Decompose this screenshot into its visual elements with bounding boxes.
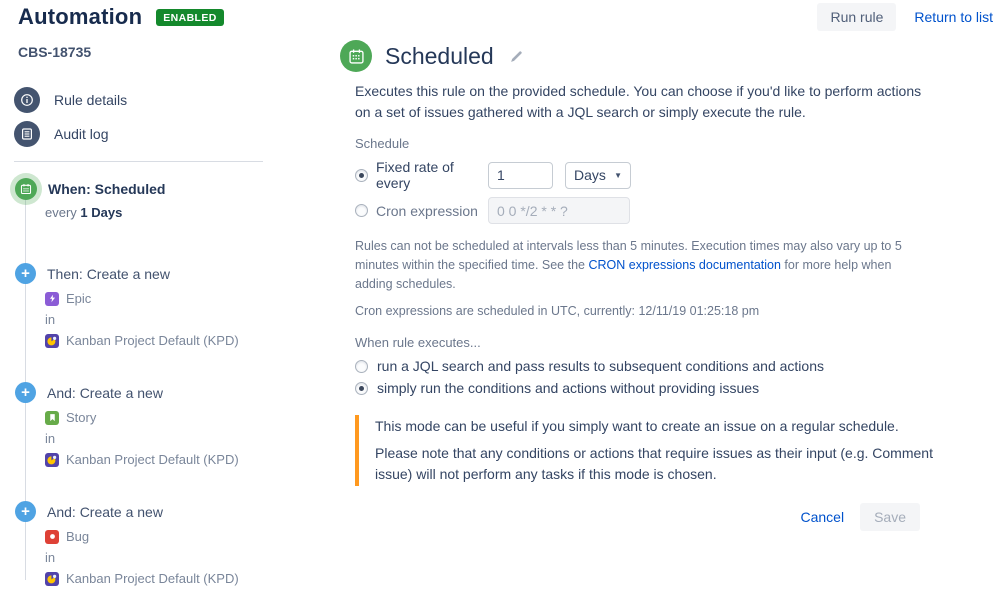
in-label: in [45, 431, 56, 446]
simple-option-label: simply run the conditions and actions without providing issues [377, 380, 760, 396]
sidebar [0, 0, 300, 588]
issue-type-label: Epic [66, 291, 92, 306]
add-action-icon: + [15, 501, 36, 522]
scheduled-trigger-icon [15, 178, 37, 200]
add-action-icon: + [15, 382, 36, 403]
executes-label: When rule executes... [355, 335, 481, 350]
sidebar-item-audit-log[interactable] [14, 121, 127, 147]
rule-key: CBS-18735 [18, 44, 92, 60]
cron-radio[interactable] [355, 204, 368, 217]
epic-icon [45, 292, 59, 306]
in-label: in [45, 550, 56, 565]
cron-input[interactable] [488, 197, 630, 224]
cron-docs-link[interactable]: CRON expressions documentation [588, 258, 781, 272]
sidebar-divider [14, 161, 263, 162]
form-buttons [355, 503, 920, 531]
add-action-icon: + [15, 263, 36, 284]
project-label: Kanban Project Default (KPD) [66, 452, 239, 467]
mode-warning-note [355, 415, 945, 486]
chain-item-title: And: Create a new [47, 385, 163, 401]
panel-title: Scheduled [385, 42, 494, 69]
interval-unit-value: Days [574, 167, 606, 183]
interval-unit-select[interactable] [565, 162, 631, 189]
sidebar-item-label: Audit log [54, 126, 109, 142]
save-button[interactable]: Save [860, 503, 920, 531]
title-row [18, 4, 224, 30]
chain-item-action-story[interactable] [12, 382, 272, 470]
project-avatar-icon [45, 334, 59, 348]
interval-input[interactable] [488, 162, 553, 189]
chain-item-action-bug[interactable] [12, 501, 272, 589]
story-icon [45, 411, 59, 425]
jql-option-label: run a JQL search and pass results to subsequent conditions and actions [377, 358, 824, 374]
project-avatar-icon [45, 572, 59, 586]
chain-item-title: Then: Create a new [47, 266, 170, 282]
issue-type-label: Bug [66, 529, 90, 544]
cancel-button[interactable]: Cancel [790, 503, 854, 531]
cron-label: Cron expression [376, 202, 478, 219]
panel-header [340, 40, 988, 72]
simple-option-radio[interactable] [355, 382, 368, 395]
fixed-rate-radio[interactable] [355, 169, 368, 182]
fixed-rate-row [355, 159, 988, 191]
fixed-rate-label: Fixed rate of every [376, 159, 454, 191]
page-title: Automation [18, 4, 143, 29]
option-simple-row [355, 380, 988, 396]
status-badge: ENABLED [156, 9, 224, 26]
scheduled-trigger-icon [340, 40, 372, 72]
trigger-description: Executes this rule on the provided schedule. You can choose if you'd like to perform actions on a set of issues gathered with a JQL search or simply execute the rule. [355, 83, 922, 120]
sidebar-item-rule-details[interactable] [14, 87, 127, 113]
utc-note: Cron expressions are scheduled in UTC, currently: 12/11/19 01:25:18 pm [355, 304, 760, 318]
trigger-config-panel [340, 40, 988, 531]
project-label: Kanban Project Default (KPD) [66, 333, 239, 348]
issue-type-label: Story [66, 410, 97, 425]
chevron-down-icon: ▼ [614, 170, 622, 180]
option-jql-row [355, 358, 988, 374]
jql-option-radio[interactable] [355, 360, 368, 373]
chain-item-action-epic[interactable] [12, 263, 272, 351]
run-rule-button[interactable]: Run rule [817, 3, 896, 31]
in-label: in [45, 312, 56, 327]
return-to-list-link[interactable]: Return to list [914, 9, 993, 25]
chain-item-subtitle: every 1 Days [45, 205, 123, 220]
bug-icon [45, 530, 59, 544]
project-label: Kanban Project Default (KPD) [66, 571, 239, 586]
sidebar-item-label: Rule details [54, 92, 128, 108]
top-actions [817, 3, 993, 31]
cron-row [355, 197, 988, 224]
chain-item-title: When: Scheduled [48, 181, 166, 197]
info-icon [14, 87, 40, 113]
schedule-label: Schedule [355, 136, 410, 151]
project-avatar-icon [45, 453, 59, 467]
chain-item-title: And: Create a new [47, 504, 163, 520]
edit-name-icon[interactable] [509, 49, 524, 64]
warning-line-1: This mode can be useful if you simply want to create an issue on a regular schedule. [375, 418, 899, 434]
chain-item-trigger-scheduled[interactable] [12, 178, 272, 220]
schedule-help-text: Rules can not be scheduled at intervals less than 5 minutes. Execution times may also vary up to 5 minutes within the specified time. See the CRON expressions documentation for more help when adding schedules. [355, 239, 902, 291]
audit-log-icon [14, 121, 40, 147]
warning-line-2: Please note that any conditions or actions that require issues as their input (e.g. Comment issue) will not perform any tasks if this mode is chosen. [375, 445, 933, 482]
sidebar-nav [14, 87, 127, 147]
